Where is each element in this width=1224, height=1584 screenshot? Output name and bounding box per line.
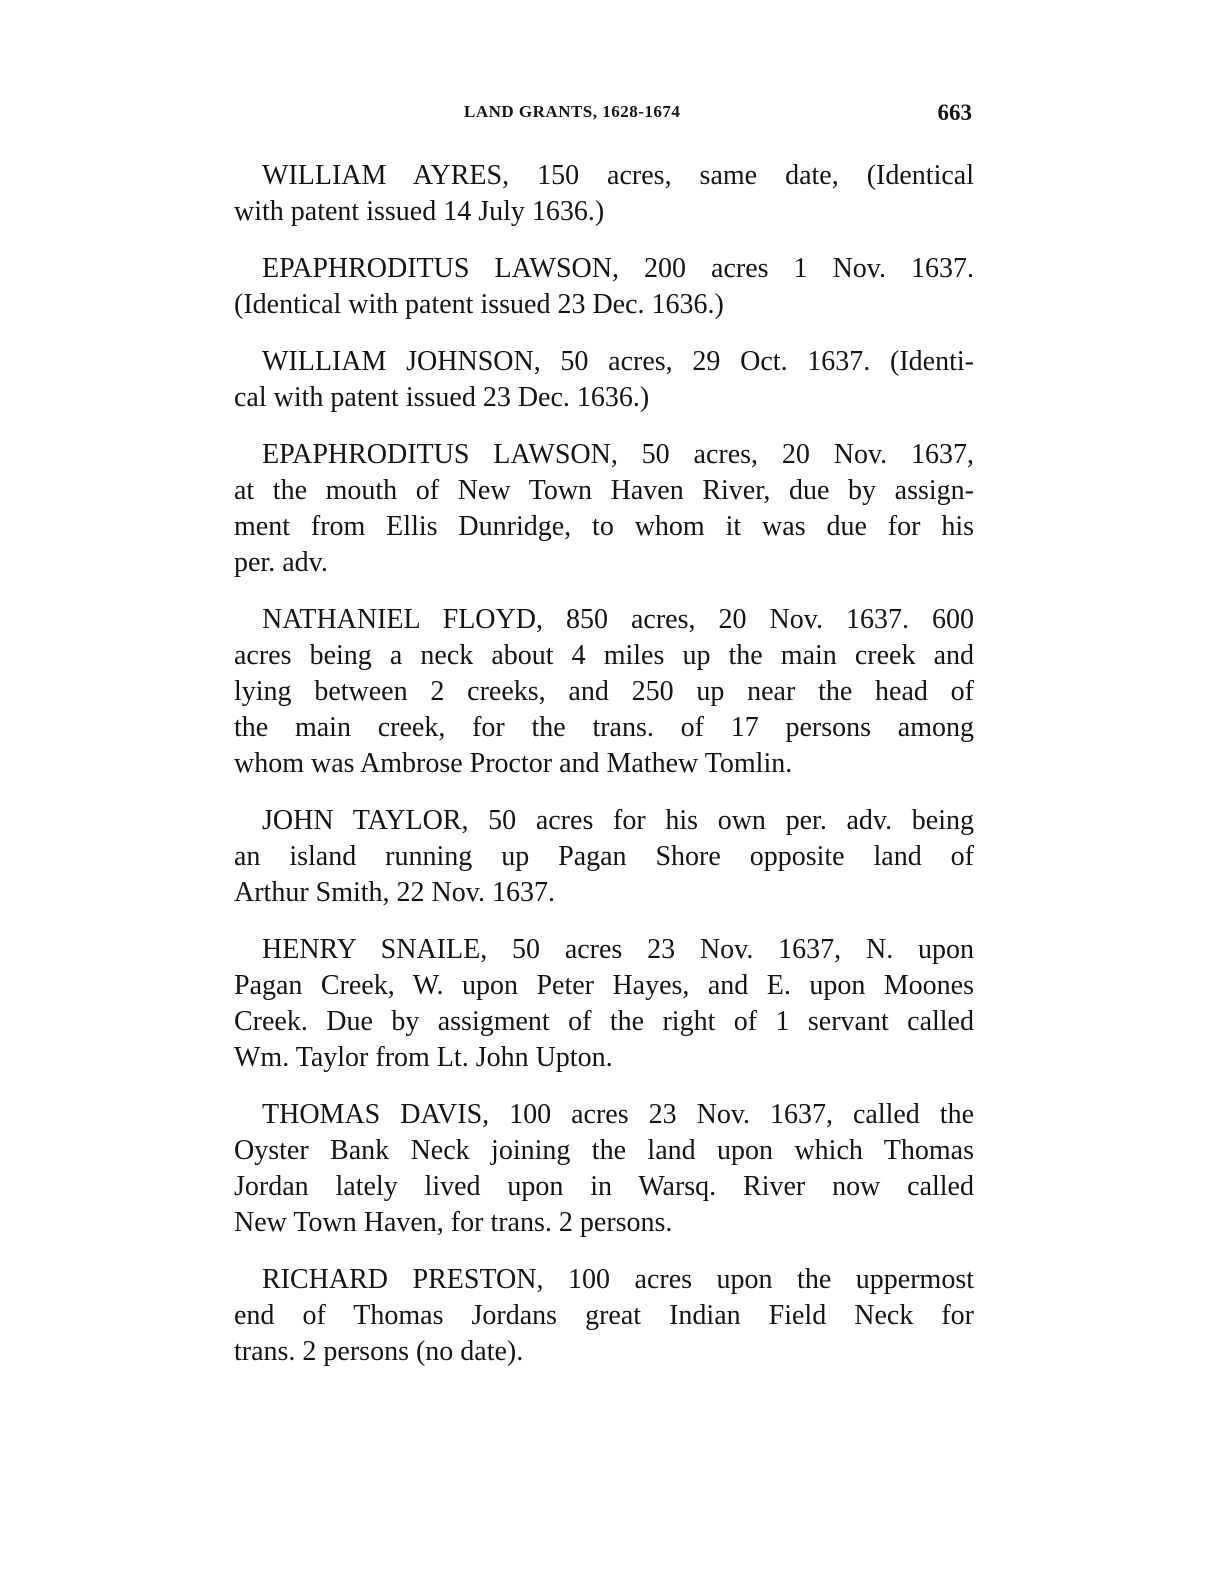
entry-line: Pagan Creek, W. upon Peter Hayes, and E. upon Moones xyxy=(234,970,974,1001)
entry-line: the main creek, for the trans. of 17 persons among xyxy=(234,712,974,743)
entry-line: trans. 2 persons (no date). xyxy=(234,1336,524,1367)
page-number: 663 xyxy=(937,100,972,125)
entry-first-line: EPAPHRODITUS LAWSON, 50 acres, 20 Nov. 1637, xyxy=(262,439,974,470)
entry-first-line: EPAPHRODITUS LAWSON, 200 acres 1 Nov. 1637. xyxy=(262,253,974,284)
entry-line: acres being a neck about 4 miles up the main creek and xyxy=(234,640,974,671)
entry-line: whom was Ambrose Proctor and Mathew Tomlin. xyxy=(234,748,793,779)
entry-first-line: HENRY SNAILE, 50 acres 23 Nov. 1637, N. upon xyxy=(262,934,974,965)
entry-line: New Town Haven, for trans. 2 persons. xyxy=(234,1207,673,1238)
entry-line: per. adv. xyxy=(234,547,328,578)
land-grant-entry xyxy=(234,344,974,416)
land-grant-entry xyxy=(234,803,974,911)
land-grant-entry xyxy=(234,251,974,323)
land-grant-entry xyxy=(234,1097,974,1241)
entry-first-line: RICHARD PRESTON, 100 acres upon the uppermost xyxy=(262,1264,974,1295)
running-title: LAND GRANTS, 1628-1674 xyxy=(464,102,681,121)
entry-first-line: WILLIAM JOHNSON, 50 acres, 29 Oct. 1637. (Identi- xyxy=(262,346,974,377)
land-grant-entry xyxy=(234,602,974,782)
land-grant-entry xyxy=(234,932,974,1076)
entry-line: ment from Ellis Dunridge, to whom it was due for his xyxy=(234,511,974,542)
entry-line: with patent issued 14 July 1636.) xyxy=(234,196,605,227)
entry-line: Oyster Bank Neck joining the land upon which Thomas xyxy=(234,1135,974,1166)
land-grant-entry xyxy=(234,1262,974,1370)
entry-first-line: WILLIAM AYRES, 150 acres, same date, (Identical xyxy=(262,160,974,191)
entry-line: (Identical with patent issued 23 Dec. 1636.) xyxy=(234,289,724,320)
entry-line: lying between 2 creeks, and 250 up near the head of xyxy=(234,676,974,707)
entry-first-line: THOMAS DAVIS, 100 acres 23 Nov. 1637, called the xyxy=(262,1099,974,1130)
land-grant-entry xyxy=(234,158,974,230)
land-grant-entry xyxy=(234,437,974,581)
entry-line: Wm. Taylor from Lt. John Upton. xyxy=(234,1042,613,1073)
land-grant-entries xyxy=(234,158,974,1391)
entry-line: Creek. Due by assigment of the right of 1 servant called xyxy=(234,1006,974,1037)
entry-line: an island running up Pagan Shore opposite land of xyxy=(234,841,974,872)
entry-first-line: NATHANIEL FLOYD, 850 acres, 20 Nov. 1637. 600 xyxy=(262,604,974,635)
entry-line: at the mouth of New Town Haven River, due by assign- xyxy=(234,475,974,506)
running-head xyxy=(234,100,974,130)
entry-line: end of Thomas Jordans great Indian Field Neck for xyxy=(234,1300,974,1331)
entry-line: Jordan lately lived upon in Warsq. River now called xyxy=(234,1171,974,1202)
entry-first-line: JOHN TAYLOR, 50 acres for his own per. adv. being xyxy=(262,805,974,836)
entry-line: cal with patent issued 23 Dec. 1636.) xyxy=(234,382,650,413)
entry-line: Arthur Smith, 22 Nov. 1637. xyxy=(234,877,555,908)
